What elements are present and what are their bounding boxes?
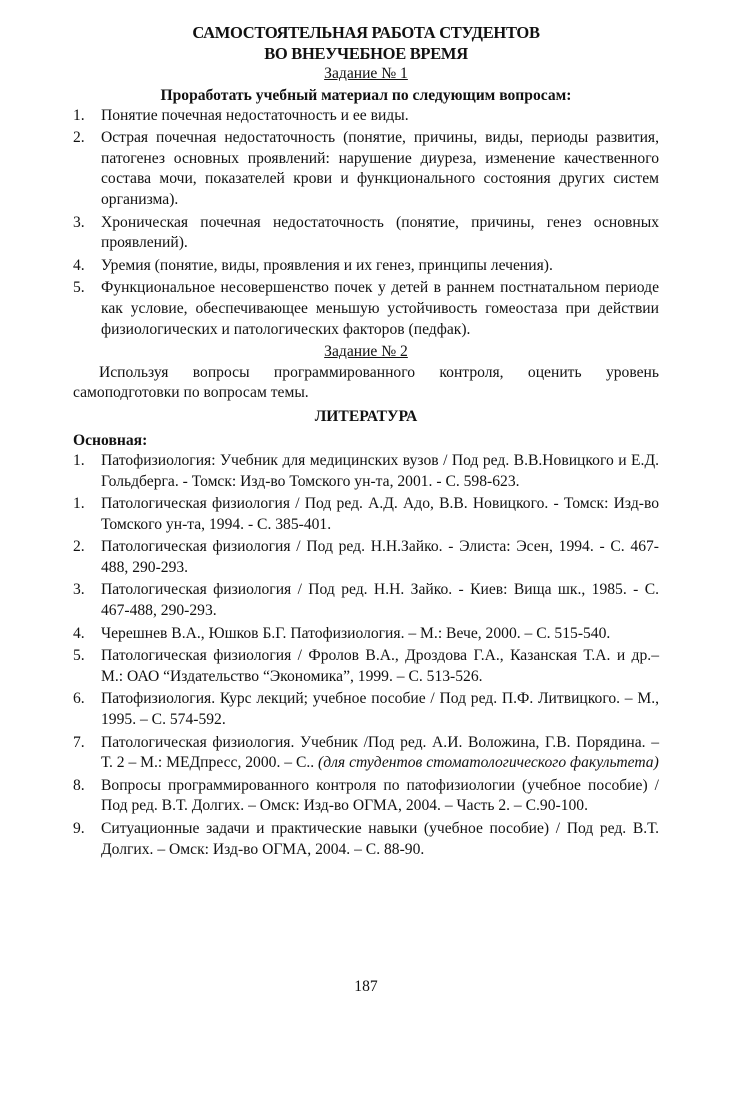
item-number: 8.	[73, 776, 85, 794]
item-number: 2.	[73, 538, 85, 556]
list-item	[73, 494, 659, 535]
item-number: 3.	[73, 581, 85, 599]
item-number: 1.	[73, 495, 85, 513]
item-text: Функциональное несовершенство почек у детей в раннем постнатальном периоде как условие, обеспечивающее меньшую устойчивость гомеостаза при действии физиологических и патологических факторов (педфак).	[101, 279, 659, 338]
item-number: 4.	[73, 624, 85, 642]
item-text: Уремия (понятие, виды, проявления и их генез, принципы лечения).	[101, 256, 553, 274]
list-item	[73, 733, 659, 774]
task1-intro: Проработать учебный материал по следующим вопросам:	[160, 86, 572, 104]
list-item	[73, 776, 659, 817]
item-text: Патофизиология: Учебник для медицинских вузов / Под ред. В.В.Новицкого и Е.Д. Гольдберга. - Томск: Изд-во Томского ун-та, 2001. - С. 598-623.	[101, 451, 659, 490]
literature-list	[73, 451, 659, 860]
item-text: Патологическая физиология / Фролов В.А., Дроздова Г.А., Казанская Т.А. и др.– М.: ОАО “Издательство “Экономика”, 1999. – С. 513-526.	[101, 647, 659, 685]
list-item	[73, 580, 659, 621]
task2-text: Используя вопросы программированного контроля, оценить уровень самоподготовки по вопросам темы.	[73, 363, 659, 402]
list-item	[73, 256, 659, 277]
task2-heading: Задание № 2	[324, 343, 408, 361]
item-text: Патологическая физиология / Под ред. А.Д. Адо, В.В. Новицкого. - Томск: Изд-во Томского ун-та, 1994. - С. 385-401.	[101, 495, 659, 533]
item-text: Вопросы программированного контроля по патофизиологии (учебное пособие) / Под ред. В.Т. Долгих. – Омск: Изд-во ОГМА, 2004. – Часть 2. – С.90-100.	[101, 776, 659, 815]
list-item	[73, 624, 659, 645]
page-title-line2: ВО ВНЕУЧЕБНОЕ ВРЕМЯ	[264, 44, 468, 63]
item-number: 6.	[73, 690, 85, 708]
list-item	[73, 213, 659, 254]
item-number: 4.	[73, 256, 85, 274]
list-item	[73, 128, 659, 210]
item-text: Патологическая физиология. Учебник /Под ред. А.И. Воложина, Г.В. Порядина. – Т. 2 – М.: МЕДпресс, 2000. – С..	[101, 733, 659, 772]
list-item	[73, 819, 659, 860]
item-text: Хроническая почечная недостаточность (понятие, причины, генез основных проявлений).	[101, 213, 659, 252]
item-text: Острая почечная недостаточность (понятие, причины, виды, периоды развития, патогенез основных проявлений: нарушение диуреза, изменение качественного состава мочи, показателей крови и функционального состояния других систем организма).	[101, 129, 659, 208]
item-number: 3.	[73, 213, 85, 231]
page-title-line1: САМОСТОЯТЕЛЬНАЯ РАБОТА СТУДЕНТОВ	[192, 23, 540, 42]
list-item	[73, 106, 659, 127]
item-number: 1.	[73, 106, 85, 124]
task1-question-list	[73, 106, 659, 341]
list-item	[73, 451, 659, 492]
item-text: Черешнев В.А., Юшков Б.Г. Патофизиология. – М.: Вече, 2000. – С. 515-540.	[101, 624, 611, 642]
item-text: Понятие почечная недостаточность и ее виды.	[101, 106, 409, 124]
item-number: 7.	[73, 733, 85, 751]
item-number: 2.	[73, 129, 85, 147]
literature-heading: ЛИТЕРАТУРА	[314, 407, 418, 425]
document-page	[73, 22, 659, 862]
page-number: 187	[354, 978, 378, 995]
item-number: 1.	[73, 451, 85, 469]
item-italic-note: (для студентов стоматологического факультета)	[318, 754, 659, 772]
list-item	[73, 537, 659, 578]
task1-heading: Задание № 1	[324, 65, 408, 82]
list-item	[73, 646, 659, 687]
item-text: Патологическая физиология / Под ред. Н.Н.Зайко. - Элиста: Эсен, 1994. - С. 467-488, 290-293.	[101, 538, 659, 576]
item-number: 9.	[73, 820, 85, 837]
literature-main-label: Основная:	[73, 431, 148, 449]
item-text: Патологическая физиология / Под ред. Н.Н. Зайко. - Киев: Вища шк., 1985. - С. 467-488, 290-293.	[101, 581, 659, 620]
item-number: 5.	[73, 647, 85, 665]
list-item	[73, 689, 659, 730]
item-text: Патофизиология. Курс лекций; учебное пособие / Под ред. П.Ф. Литвицкого. – М., 1995. – С. 574-592.	[101, 690, 659, 729]
item-text: Ситуационные задачи и практические навыки (учебное пособие) / Под ред. В.Т. Долгих. – Омск: Изд-во ОГМА, 2004. – С. 88-90.	[101, 820, 659, 858]
item-number: 5.	[73, 279, 85, 297]
list-item	[73, 278, 659, 340]
